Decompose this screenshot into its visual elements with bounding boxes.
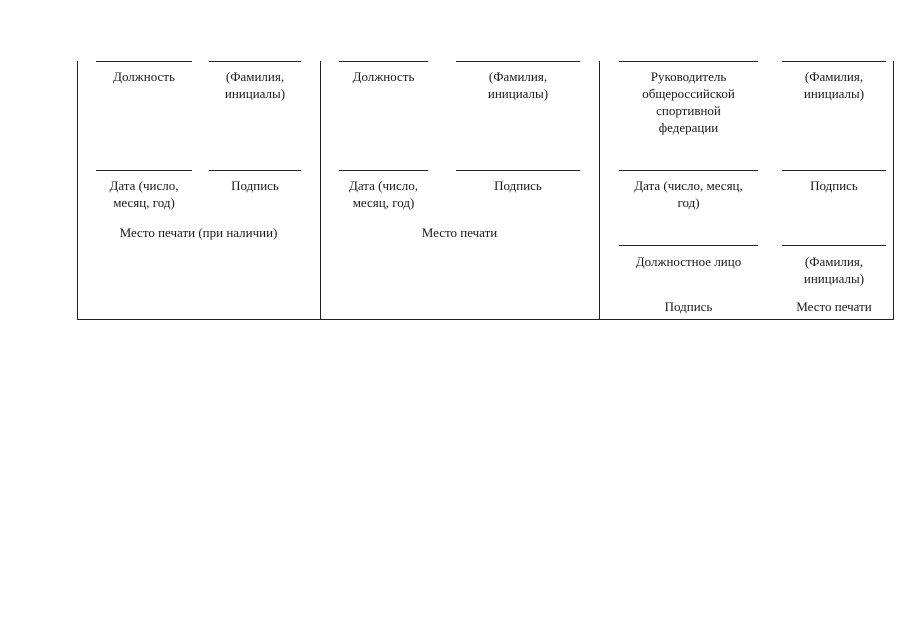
position-label: Должность	[113, 69, 175, 84]
head-label-line1: Руководитель	[650, 69, 727, 84]
column-divider-2	[599, 61, 600, 320]
signature-label: Подпись	[494, 178, 542, 193]
date-label-line2: месяц, год)	[113, 195, 175, 210]
date-label-line1: Дата (число,	[349, 178, 418, 193]
signature-line	[209, 170, 301, 171]
date-label-line2: месяц, год)	[352, 195, 415, 210]
official-signature-label: Подпись	[664, 299, 713, 314]
position-line	[339, 61, 428, 62]
official-name-line2: инициалы)	[803, 271, 865, 286]
seal-label: Место печати	[421, 225, 498, 240]
official-line	[619, 245, 758, 246]
signature-line	[782, 170, 886, 171]
signature-line	[456, 170, 580, 171]
name-line	[456, 61, 580, 62]
head-label-line4: федерации	[658, 120, 719, 135]
name-label-line2: инициалы)	[487, 86, 549, 101]
name-label-line1: (Фамилия,	[804, 69, 864, 84]
signature-label: Подпись	[810, 178, 858, 193]
date-line	[619, 170, 758, 171]
head-line	[619, 61, 758, 62]
signature-label: Подпись	[231, 178, 279, 193]
date-label-line1: Дата (число,	[109, 178, 179, 193]
head-label-line2: общероссийской	[642, 86, 735, 101]
position-label: Должность	[352, 69, 415, 84]
name-label-line2: инициалы)	[224, 86, 286, 101]
position-line	[96, 61, 192, 62]
seal-label: Место печати (при наличии)	[119, 225, 278, 240]
head-label-line3: спортивной	[656, 103, 721, 118]
date-line	[339, 170, 428, 171]
name-line	[209, 61, 301, 62]
official-name-line1: (Фамилия,	[804, 254, 864, 269]
official-seal-label: Место печати	[796, 299, 872, 314]
name-label-line1: (Фамилия,	[225, 69, 285, 84]
official-name-line	[782, 245, 886, 246]
column-divider-1	[320, 61, 321, 320]
date-line	[96, 170, 192, 171]
official-label: Должностное лицо	[635, 254, 742, 269]
date-label-line2: год)	[677, 195, 700, 210]
name-line	[782, 61, 886, 62]
name-label-line2: инициалы)	[803, 86, 865, 101]
name-label-line1: (Фамилия,	[488, 69, 548, 84]
date-label-line1: Дата (число, месяц,	[634, 178, 743, 193]
